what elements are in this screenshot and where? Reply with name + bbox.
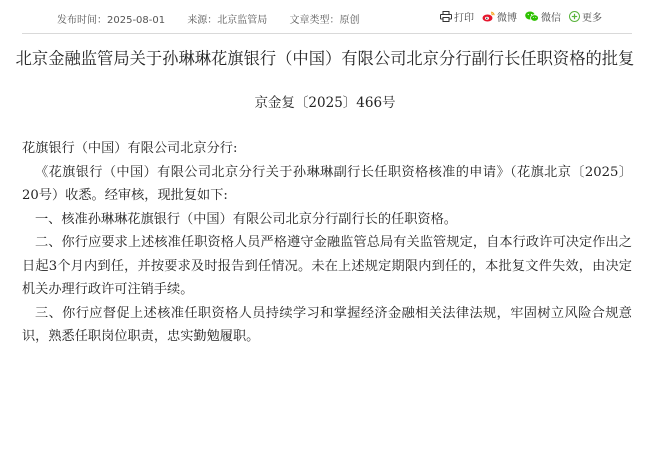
wechat-icon: [525, 11, 539, 22]
document-body: [22, 137, 632, 349]
document-paragraph: 三、你行应督促上述核准任职资格人员持续学习和掌握经济金融相关法律法规，牢固树立风险合规意识，熟悉任职岗位职责，忠实勤勉履职。: [22, 305, 632, 344]
article-type: 文章类型：原创: [289, 15, 360, 26]
article-source: 来源：北京监管局: [187, 15, 268, 26]
share-toolbar: [432, 9, 602, 24]
document-title: 北京金融监管局关于孙琳琳花旗银行（中国）有限公司北京分行副行长任职资格的批复: [15, 49, 635, 68]
printer-icon: [440, 11, 452, 22]
document-paragraph: 《花旗银行（中国）有限公司北京分行关于孙琳琳副行长任职资格核准的申请》（花旗北京〔2025〕20号）收悉。经审核，现批复如下:: [22, 164, 632, 203]
document-addressee: 花旗银行（中国）有限公司北京分行:: [22, 141, 238, 156]
publish-time: 发布时间：2025-08-01: [57, 15, 166, 26]
document-paragraph: 二、你行应要求上述核准任职资格人员严格遵守金融监管总局有关监管规定，自本行政许可决定作出之日起3个月内到任，并按要求及时报告到任情况。未在上述规定期限内到任的，本批复文件失效，由决定机关办理行政许可注销手续。: [22, 235, 632, 297]
wechat-label: 微信: [541, 13, 561, 24]
wechat-share-button[interactable]: [525, 9, 561, 24]
document-paragraph: 一、核准孙琳琳花旗银行（中国）有限公司北京分行副行长的任职资格。: [35, 211, 457, 227]
article-meta: [57, 11, 379, 26]
print-label: 打印: [454, 13, 474, 24]
more-share-button[interactable]: [569, 9, 602, 24]
article-meta-bar: [22, 0, 632, 34]
weibo-label: 微博: [497, 13, 517, 24]
more-label: 更多: [582, 13, 602, 24]
print-button[interactable]: [440, 9, 474, 24]
document-number: 京金复〔2025〕466号: [254, 95, 396, 111]
plus-circle-icon: [569, 11, 580, 22]
weibo-share-button[interactable]: [482, 9, 517, 24]
weibo-icon: [482, 11, 495, 22]
